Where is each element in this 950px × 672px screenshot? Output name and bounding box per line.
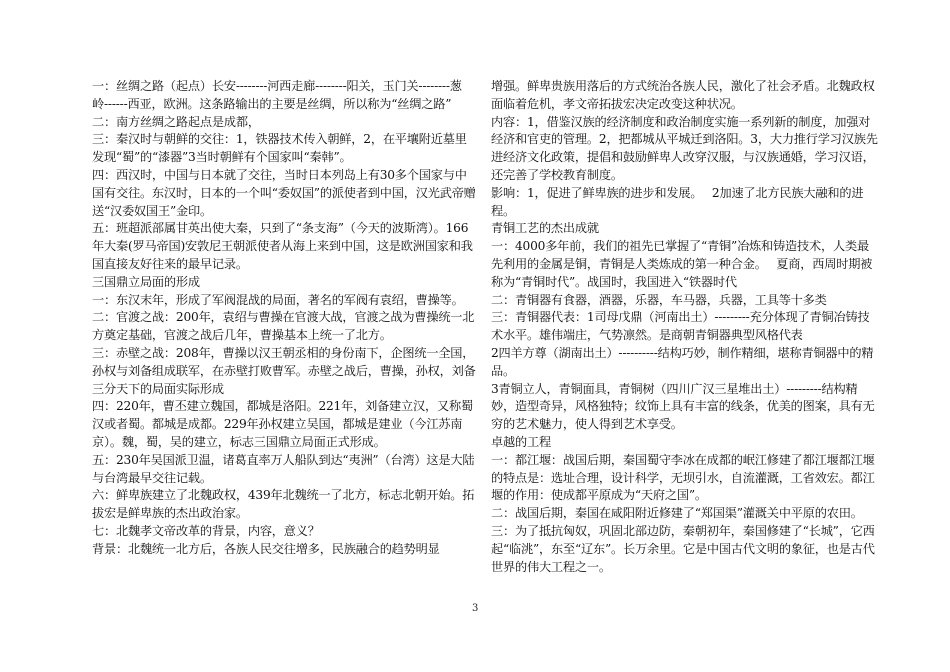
paragraph: 一：丝绸之路（起点）长安--------河西走廊--------阳关，玉门关--------葱岭------西亚，欧洲。这条路输出的主要是丝绸，所以称为“丝绸之路” (92, 79, 462, 111)
paragraph: 五：230年吴国派卫温，诸葛直率万人船队到达“夷洲”（台湾）这是大陆与台湾最早交往记载。 (92, 452, 475, 485)
paragraph: 五：班超派部属甘英出使大秦，只到了“条支海”（今天的波斯湾）。166年大秦(罗马帝国)安敦尼王朝派使者从海上来到中国，这是欧洲国家和我国直接友好往来的最早记录。 (92, 221, 473, 271)
section-heading: 三国鼎立局面的形成 (92, 274, 200, 289)
paragraph: 增强。鲜卑贵族用落后的方式统治各族人民，激化了社会矛盾。北魏政权面临着危机，孝文帝拓拔宏决定改变这种状况。 (491, 79, 875, 111)
paragraph: 三：为了抵抗匈奴，巩固北部边防，秦朝初年，秦国修建了“长城”，它西起“临洮”，东至“辽东”。长万余里。它是中国古代文明的象征，也是古代世界的伟大工程之一。 (491, 523, 875, 574)
paragraph: 三：赤壁之战：208年，曹操以汉王朝丞相的身份南下，企图统一全国，孙权与刘备组成联军，在赤壁打败曹军。赤壁之战后，曹操，孙权，刘备三分天下的局面实际形成 (92, 345, 476, 396)
paragraph: 四：西汉时，中国与日本就了交往，当时日本列岛上有30多个国家与中国有交往。东汉时，日本的一个叫“委奴国”的派使者到中国，汉光武帝赠送“汉委奴国王”金印。 (92, 167, 476, 218)
paragraph: 一：都江堰：战国后期，秦国蜀守李冰在成都的岷江修建了都江堰都江堰的特点是：选址合理，设计科学，无坝引水，自流灌溉，工省效宏。都江堰的作用：使成都平原成为“天府之国”。 (491, 452, 875, 503)
right-text-column (491, 78, 879, 576)
page-number: 3 (472, 603, 479, 614)
paragraph: 一：东汉末年，形成了军阀混战的局面，著名的军阀有袁绍，曹操等。 (92, 292, 464, 307)
paragraph: 三：青铜器代表：1司母戊鼎（河南出土）---------充分体现了青铜冶铸技术水平。雄伟端庄，气势凛然。是商朝青铜器典型风格代表 (491, 310, 870, 343)
paragraph: 背景：北魏统一北方后，各族人民交往增多，民族融合的趋势明显 (92, 541, 440, 556)
paragraph: 二：青铜器有食器，酒器，乐器，车马器，兵器，工具等十多类 (491, 292, 827, 307)
paragraph: 三：秦汉时与朝鲜的交往：1，铁器技术传入朝鲜，2，在平壤附近墓里发现“蜀”的“漆器”3当时朝鲜有个国家叫“秦韩”。 (92, 132, 467, 165)
paragraph: 一：4000多年前，我们的祖先已掌握了“青铜”冶炼和铸造技术，人类最先利用的金属是铜，青铜是人类炼成的第一种合金。 夏商，西周时期被称为“青铜时代”。战国时，我国进入“铁器时代 (491, 239, 873, 289)
paragraph: 3青铜立人，青铜面具，青铜树（四川广汉三星堆出土）---------结构精妙，造型奇异，风格独特；纹饰上具有丰富的线条，优美的图案，具有无穷的艺术魅力，使人得到艺术享受。 (491, 381, 875, 432)
paragraph: 2四羊方尊（湖南出土）----------结构巧妙，制作精细，堪称青铜器中的精品。 (491, 345, 874, 378)
paragraph: 二：南方丝绸之路起点是成都， (92, 114, 260, 129)
paragraph: 影响：1，促进了鲜卑族的进步和发展。 2加速了北方民族大融和的进程。 (491, 185, 864, 218)
section-heading: 青铜工艺的杰出成就 (491, 221, 599, 236)
paragraph: 六：鲜卑族建立了北魏政权，439年北魏统一了北方，标志北朝开始。拓拔宏是鲜卑族的杰出政治家。 (92, 488, 475, 521)
paragraph: 四：220年，曹丕建立魏国，都城是洛阳。221年，刘备建立汉，又称蜀汉或者蜀。都城是成都。229年孙权建立吴国，都城是建业（今江苏南京）。魏，蜀，吴的建立，标志三国鼎立局面正式形成。 (92, 399, 473, 449)
paragraph: 二：官渡之战：200年，袁绍与曹操在官渡大战，官渡之战为曹操统一北方奠定基础，官渡之战后几年，曹操基本上统一了北方。 (92, 310, 475, 343)
left-text-column (92, 78, 476, 559)
paragraph: 内容：1，借鉴汉族的经济制度和政治制度实施一系列新的制度，加强对经济和官吏的管理。2，把都城从平城迁到洛阳。3，大力推行学习汉族先进经济文化政策，提倡和鼓励鲜卑人改穿汉服，与汉族通婚，学习汉语，还完善了学校教育制度。 (491, 114, 878, 182)
paragraph: 七：北魏孝文帝改革的背景，内容，意义？ (92, 523, 320, 538)
section-heading: 卓越的工程 (491, 434, 551, 449)
paragraph: 二：战国后期，秦国在咸阳附近修建了“郑国渠”灌溉关中平原的农田。 (491, 506, 863, 521)
